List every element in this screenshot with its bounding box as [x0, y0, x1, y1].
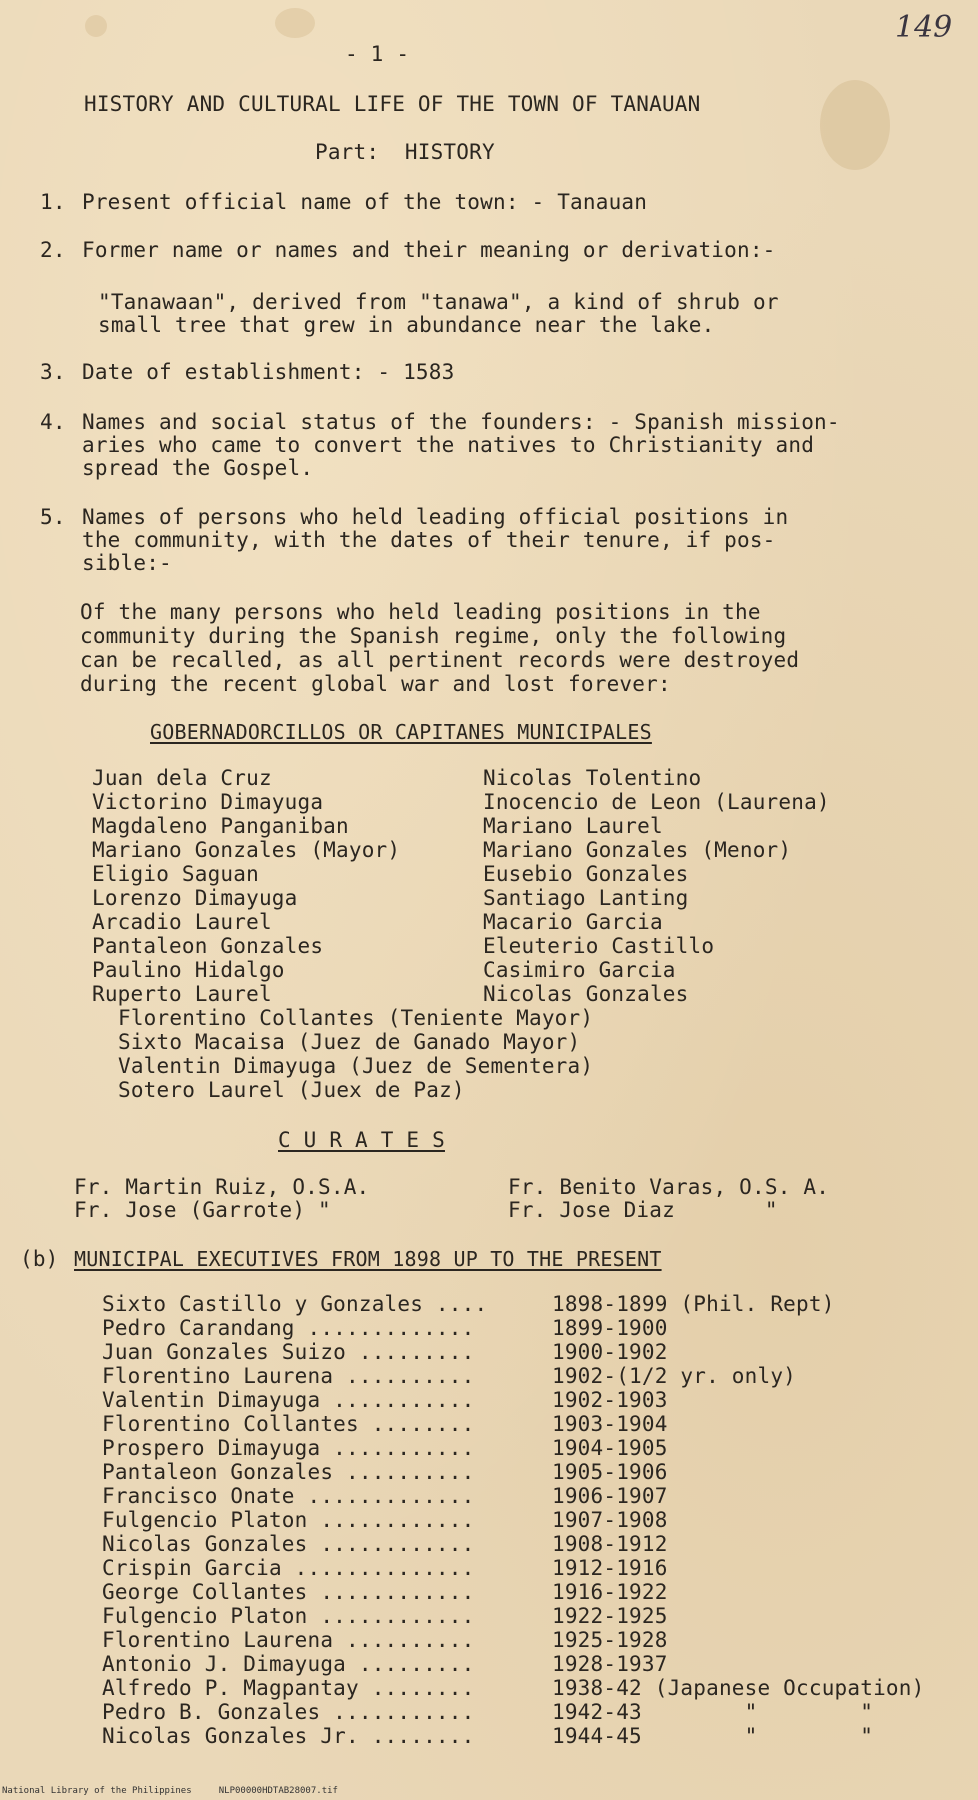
official-name: Florentino Collantes (Teniente Mayor)	[118, 1006, 594, 1030]
item-5-intro-line: community during the Spanish regime, only the following	[80, 624, 787, 648]
item-3-text: Date of establishment: - 1583	[82, 360, 455, 384]
item-number: 4.	[40, 410, 66, 434]
executives-heading: MUNICIPAL EXECUTIVES FROM 1898 UP TO THE PRESENT	[74, 1247, 662, 1271]
gobernadorcillo-name: Mariano Gonzales (Mayor)	[92, 838, 401, 862]
executive-name: Crispin Garcia ..............	[102, 1556, 475, 1580]
archive-footer: National Library of the Philippines NLP00000HDTAB28007.tif	[2, 1786, 338, 1796]
executive-years: 1898-1899 (Phil. Rept)	[552, 1292, 835, 1316]
paper-stain	[275, 8, 315, 38]
executive-name: Sixto Castillo y Gonzales ....	[102, 1292, 488, 1316]
executive-years: 1944-45 " "	[552, 1724, 874, 1748]
executive-years: 1938-42 (Japanese Occupation)	[552, 1676, 925, 1700]
executive-years: 1916-1922	[552, 1580, 668, 1604]
executive-name: Fulgencio Platon ............	[102, 1508, 475, 1532]
executive-years: 1903-1904	[552, 1412, 668, 1436]
executive-name: Florentino Collantes ........	[102, 1412, 475, 1436]
executive-name: Nicolas Gonzales ............	[102, 1532, 475, 1556]
gobernadorcillo-name: Juan dela Cruz	[92, 766, 272, 790]
item-number: 2.	[40, 238, 66, 262]
executive-name: Valentin Dimayuga ...........	[102, 1388, 475, 1412]
gobernadorcillo-name: Pantaleon Gonzales	[92, 934, 324, 958]
executive-years: 1906-1907	[552, 1484, 668, 1508]
gobernadorcillo-name: Casimiro Garcia	[483, 958, 676, 982]
executive-name: George Collantes ............	[102, 1580, 475, 1604]
item-4-line: spread the Gospel.	[82, 456, 314, 480]
executive-years: 1928-1937	[552, 1652, 668, 1676]
executive-years: 1942-43 " "	[552, 1700, 874, 1724]
executive-years: 1900-1902	[552, 1340, 668, 1364]
executive-name: Florentino Laurena ..........	[102, 1628, 475, 1652]
item-5-intro-line: Of the many persons who held leading positions in the	[80, 600, 761, 624]
gobernadorcillo-name: Inocencio de Leon (Laurena)	[483, 790, 830, 814]
curate-name: Fr. Jose Diaz "	[508, 1198, 778, 1222]
item-5-line: sible:-	[82, 551, 172, 575]
item-5-intro-line: can be recalled, as all pertinent records were destroyed	[80, 648, 800, 672]
official-name: Sotero Laurel (Juex de Paz)	[118, 1078, 465, 1102]
executive-years: 1902-(1/2 yr. only)	[552, 1364, 797, 1388]
gobernadorcillo-name: Eligio Saguan	[92, 862, 259, 886]
executive-name: Florentino Laurena ..........	[102, 1364, 475, 1388]
official-name: Valentin Dimayuga (Juez de Sementera)	[118, 1054, 594, 1078]
executive-years: 1912-1916	[552, 1556, 668, 1580]
executive-name: Prospero Dimayuga ...........	[102, 1436, 475, 1460]
official-name: Sixto Macaisa (Juez de Ganado Mayor)	[118, 1030, 581, 1054]
item-5-intro-line: during the recent global war and lost forever:	[80, 672, 671, 696]
gobernadorcillo-name: Lorenzo Dimayuga	[92, 886, 298, 910]
curates-heading: C U R A T E S	[278, 1128, 445, 1152]
executive-name: Francisco Onate .............	[102, 1484, 475, 1508]
executive-name: Alfredo P. Magpantay ........	[102, 1676, 475, 1700]
gobernadorcillo-name: Mariano Laurel	[483, 814, 663, 838]
item-5-line: Names of persons who held leading official positions in	[82, 505, 789, 529]
item-5-line: the community, with the dates of their tenure, if pos-	[82, 528, 776, 552]
item-4-line: Names and social status of the founders: - Spanish mission-	[82, 410, 840, 434]
gobernadorcillo-name: Macario Garcia	[483, 910, 663, 934]
executive-years: 1899-1900	[552, 1316, 668, 1340]
executive-years: 1904-1905	[552, 1436, 668, 1460]
curate-name: Fr. Benito Varas, O.S. A.	[508, 1175, 830, 1199]
executive-years: 1902-1903	[552, 1388, 668, 1412]
page-number: - 1 -	[345, 42, 410, 66]
gobernadorcillo-name: Eusebio Gonzales	[483, 862, 689, 886]
gobernadorcillo-name: Eleuterio Castillo	[483, 934, 715, 958]
executive-name: Antonio J. Dimayuga .........	[102, 1652, 475, 1676]
item-4-line: aries who came to convert the natives to Christianity and	[82, 433, 815, 457]
handwritten-folio-number: 149	[895, 10, 953, 45]
executive-name: Pantaleon Gonzales ..........	[102, 1460, 475, 1484]
paper-stain	[85, 15, 107, 37]
gobernadorcillo-name: Mariano Gonzales (Menor)	[483, 838, 792, 862]
executive-years: 1922-1925	[552, 1604, 668, 1628]
gobernadorcillos-heading: GOBERNADORCILLOS OR CAPITANES MUNICIPALES	[150, 720, 652, 744]
gobernadorcillo-name: Santiago Lanting	[483, 886, 689, 910]
executive-name: Pedro Carandang .............	[102, 1316, 475, 1340]
item-2-detail-line: small tree that grew in abundance near the lake.	[98, 313, 715, 337]
executive-years: 1907-1908	[552, 1508, 668, 1532]
curate-name: Fr. Jose (Garrote) "	[74, 1198, 331, 1222]
document-title: HISTORY AND CULTURAL LIFE OF THE TOWN OF TANAUAN	[84, 92, 701, 116]
part-heading: Part: HISTORY	[315, 140, 495, 164]
executive-name: Fulgencio Platon ............	[102, 1604, 475, 1628]
gobernadorcillo-name: Nicolas Gonzales	[483, 982, 689, 1006]
curate-name: Fr. Martin Ruiz, O.S.A.	[74, 1175, 370, 1199]
executive-name: Juan Gonzales Suizo .........	[102, 1340, 475, 1364]
item-number: 3.	[40, 360, 66, 384]
gobernadorcillo-name: Magdaleno Panganiban	[92, 814, 349, 838]
executive-years: 1925-1928	[552, 1628, 668, 1652]
gobernadorcillo-name: Arcadio Laurel	[92, 910, 272, 934]
executive-name: Pedro B. Gonzales ...........	[102, 1700, 475, 1724]
executive-years: 1905-1906	[552, 1460, 668, 1484]
item-number: 5.	[40, 505, 66, 529]
item-1-text: Present official name of the town: - Tanauan	[82, 190, 648, 214]
gobernadorcillo-name: Paulino Hidalgo	[92, 958, 285, 982]
gobernadorcillo-name: Victorino Dimayuga	[92, 790, 324, 814]
item-2-detail-line: "Tanawaan", derived from "tanawa", a kind of shrub or	[98, 290, 779, 314]
executive-name: Nicolas Gonzales Jr. ........	[102, 1724, 475, 1748]
section-label: (b)	[20, 1247, 59, 1271]
paper-stain	[820, 80, 890, 170]
executive-years: 1908-1912	[552, 1532, 668, 1556]
gobernadorcillo-name: Nicolas Tolentino	[483, 766, 702, 790]
item-2-text: Former name or names and their meaning or derivation:-	[82, 238, 776, 262]
gobernadorcillo-name: Ruperto Laurel	[92, 982, 272, 1006]
item-number: 1.	[40, 190, 66, 214]
